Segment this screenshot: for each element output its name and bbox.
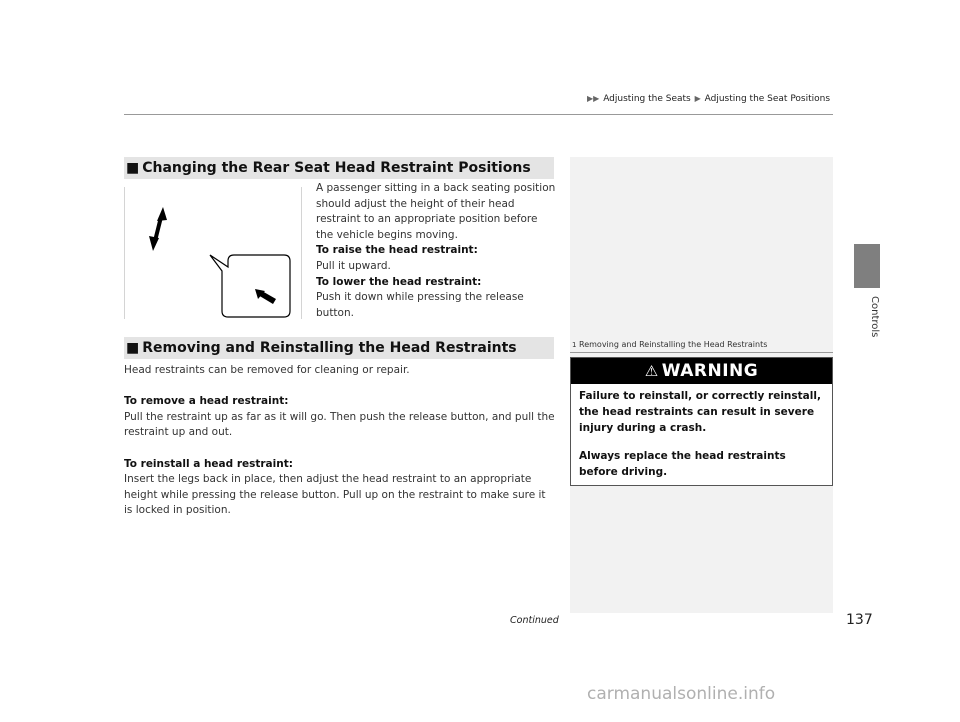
warning-body xyxy=(571,384,832,496)
warning-text-2: Always replace the head restraints before driving. xyxy=(579,450,786,478)
page-number: 137 xyxy=(846,612,873,628)
continued-label: Continued xyxy=(510,615,559,626)
breadcrumb xyxy=(586,94,830,104)
raise-text: Pull it upward. xyxy=(316,259,391,272)
black-square-icon: ■ xyxy=(126,160,140,176)
breadcrumb-item-positions[interactable]: Adjusting the Seat Positions xyxy=(704,94,831,104)
raise-label: To raise the head restraint: xyxy=(316,244,478,257)
warning-box xyxy=(570,357,833,486)
remove-text: Pull the restraint up as far as it will go. Then push the release button, and pull the restraint up and out. xyxy=(124,410,555,439)
release-button-callout xyxy=(210,255,290,317)
reinstall-text: Insert the legs back in place, then adjust the head restraint to an appropriate height while pressing the release button. Pull up on the restraint to make sure it is locked in position. xyxy=(124,473,546,517)
section-heading-text: Removing and Reinstalling the Head Restraints xyxy=(142,340,517,356)
section-heading-remove-reinstall xyxy=(124,337,554,359)
warning-triangle-icon: ⚠ xyxy=(644,362,659,380)
section-heading-change-position xyxy=(124,157,554,179)
chapter-tab-label: Controls xyxy=(869,296,880,338)
lower-label: To lower the head restraint: xyxy=(316,275,482,288)
side-note-title xyxy=(572,340,833,349)
remove-label: To remove a head restraint: xyxy=(124,395,289,408)
lower-text: Push it down while pressing the release button. xyxy=(316,291,524,319)
up-down-arrow-icon xyxy=(149,207,167,251)
section-heading-text: Changing the Rear Seat Head Restraint Positions xyxy=(142,160,531,176)
warning-text-1: Failure to reinstall, or correctly reinstall, the head restraints can result in severe injury during a crash. xyxy=(579,390,821,434)
watermark: carmanualsonline.info xyxy=(587,684,776,704)
section2-text xyxy=(124,363,556,535)
section1-text xyxy=(316,181,556,321)
head-restraint-illustration xyxy=(124,187,302,319)
black-square-icon: ■ xyxy=(126,340,140,356)
triangle-right-icon: ▶ xyxy=(694,94,701,103)
header-divider xyxy=(124,114,833,115)
section2-intro: Head restraints can be removed for cleaning or repair. xyxy=(124,364,410,376)
side-note-divider xyxy=(570,352,833,353)
note-marker-icon: 1 xyxy=(572,341,577,349)
side-note-title-text: Removing and Reinstalling the Head Restraints xyxy=(579,340,768,349)
chapter-tab[interactable] xyxy=(854,244,880,288)
section1-intro: A passenger sitting in a back seating position should adjust the height of their head restraint to an appropriate position before the vehicle begins moving. xyxy=(316,182,556,241)
triangle-right-icon: ▶▶ xyxy=(587,94,600,103)
breadcrumb-item-seats[interactable]: Adjusting the Seats xyxy=(603,94,691,104)
warning-label: WARNING xyxy=(661,361,759,381)
warning-header xyxy=(571,358,832,384)
reinstall-label: To reinstall a head restraint: xyxy=(124,457,293,470)
head-restraint-illustration-svg xyxy=(124,187,302,319)
